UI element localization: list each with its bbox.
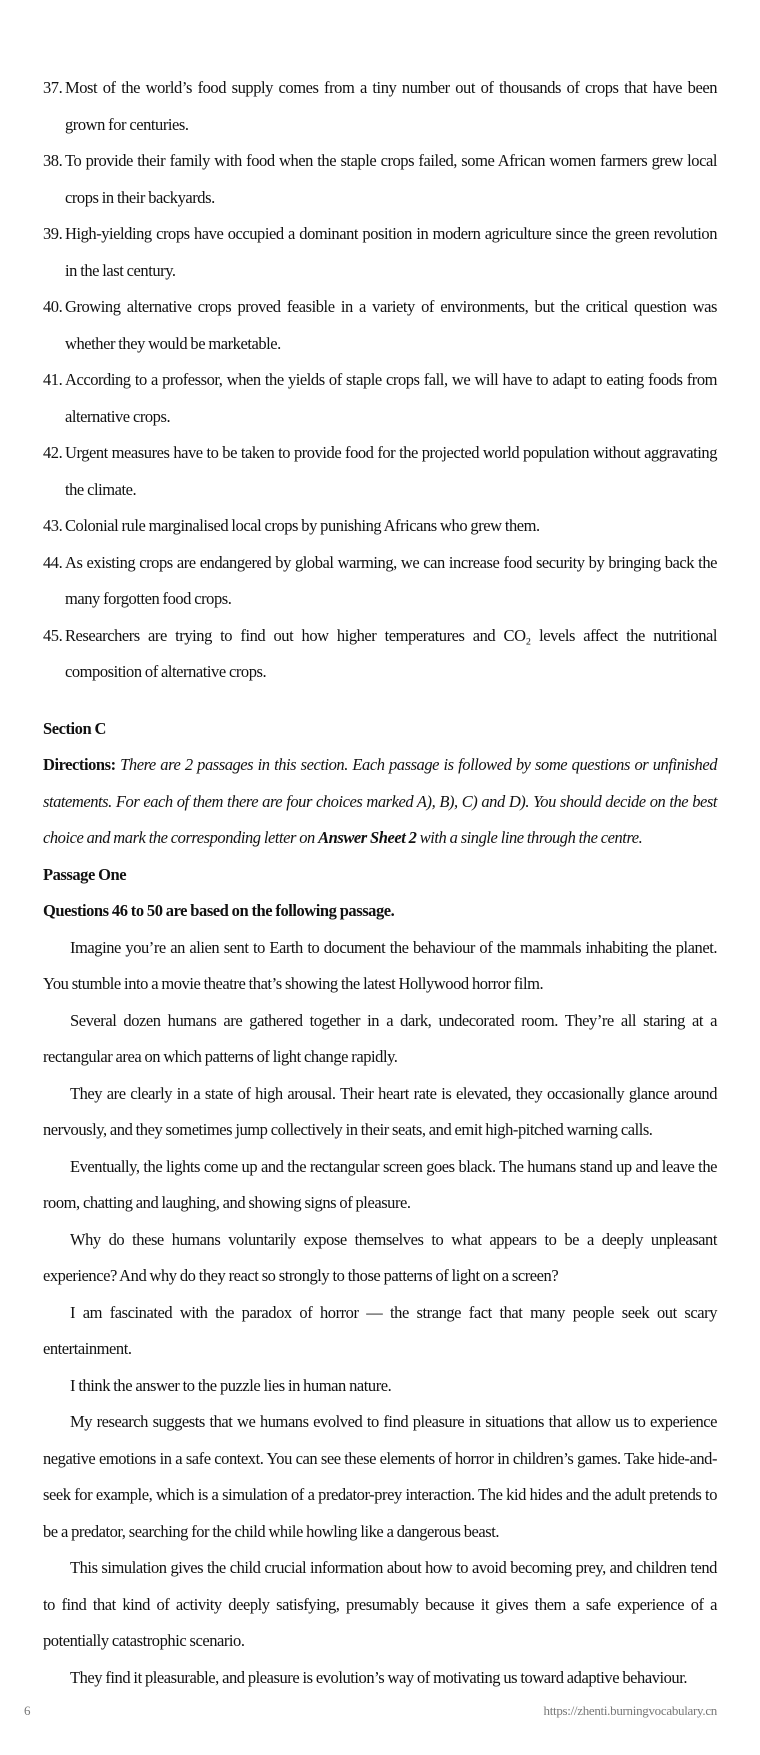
statement-number: 37.	[43, 78, 63, 97]
statement-text: Most of the world’s food supply comes from a tiny number out of thousands of crops that have been grown for centuries.	[65, 78, 717, 134]
directions-text: There are 2 passages in this section. Each passage is followed by some questions or unfinished statements. For each of them there are four choices marked A), B), C) and D). You should decide on the best choice and mark the corresponding letter on	[43, 755, 717, 847]
directions	[43, 747, 717, 857]
answer-sheet-label: Answer Sheet 2	[318, 828, 417, 847]
passage-paragraph: I am fascinated with the paradox of horror — the strange fact that many people seek out scary entertainment.	[43, 1302, 717, 1358]
statement-number: 43.	[43, 516, 63, 535]
directions-label: Directions:	[43, 755, 116, 774]
statement-text: Researchers are trying to find out how higher temperatures and CO₂ levels affect the nutritional composition of alternative crops.	[65, 625, 717, 681]
statement-text: Urgent measures have to be taken to provide food for the projected world population without aggravating the climate.	[65, 443, 717, 499]
statement-item	[43, 435, 717, 508]
statement-number: 40.	[43, 297, 63, 316]
page-number: 6	[24, 1703, 31, 1718]
statement-item	[43, 70, 717, 143]
statement-item	[43, 362, 717, 435]
page-content	[43, 70, 717, 1696]
passage-paragraph: Why do these humans voluntarily expose themselves to what appears to be a deeply unpleasant experience? And why do they react so strongly to those patterns of light on a screen?	[43, 1229, 717, 1285]
statement-text: Growing alternative crops proved feasible in a variety of environments, but the critical question was whether they would be marketable.	[65, 297, 717, 353]
statement-number: 44.	[43, 552, 63, 572]
passage-paragraph: My research suggests that we humans evolved to find pleasure in situations that allow us to experience negative emotions in a safe context. You can see these elements of horror in children’s games. Take hide-and-seek for example, which is a simulation of a predator-prey interaction. The kid hides and the adult pretends to be a predator, searching for the child while howling like a dangerous beast.	[43, 1412, 717, 1541]
passage-title: Passage One	[43, 864, 127, 884]
statement-item	[43, 545, 717, 618]
statement-item	[43, 618, 717, 691]
statement-text: According to a professor, when the yields of staple crops fall, we will have to adapt to eating foods from alternative crops.	[65, 370, 717, 426]
directions-text-end: with a single line through the centre.	[416, 828, 643, 847]
passage-paragraph: This simulation gives the child crucial information about how to avoid becoming prey, and children tend to find that kind of activity deeply satisfying, presumably because it gives them a safe experience of a potentially catastrophic scenario.	[43, 1558, 717, 1650]
statement-item	[43, 216, 717, 289]
statement-text: To provide their family with food when the staple crops failed, some African women farmers grew local crops in their backyards.	[65, 151, 717, 207]
statement-item	[43, 143, 717, 216]
passage-paragraph: I think the answer to the puzzle lies in human nature.	[70, 1375, 392, 1395]
statement-list	[43, 70, 717, 691]
statement-number: 42.	[43, 443, 63, 462]
statement-number: 39.	[43, 224, 63, 243]
passage-paragraph: Imagine you’re an alien sent to Earth to document the behaviour of the mammals inhabiting the planet. You stumble into a movie theatre that’s showing the latest Hollywood horror film.	[43, 937, 717, 993]
statement-item	[43, 289, 717, 362]
statement-item	[43, 508, 717, 545]
statement-number: 45.	[43, 625, 63, 645]
statement-text: As existing crops are endangered by global warming, we can increase food security by bringing back the many forgotten food crops.	[65, 552, 717, 608]
passage-paragraph: Several dozen humans are gathered together in a dark, undecorated room. They’re all staring at a rectangular area on which patterns of light change rapidly.	[43, 1010, 717, 1066]
statement-number: 41.	[43, 370, 63, 389]
passage-paragraph: Eventually, the lights come up and the rectangular screen goes black. The humans stand up and leave the room, chatting and laughing, and showing signs of pleasure.	[43, 1156, 717, 1212]
section-title: Section C	[43, 718, 106, 738]
footer-url: https://zhenti.burningvocabulary.cn	[543, 1703, 717, 1718]
questions-heading: Questions 46 to 50 are based on the following passage.	[43, 901, 395, 920]
passage-paragraph: They are clearly in a state of high arousal. Their heart rate is elevated, they occasionally glance around nervously, and they sometimes jump collectively in their seats, and emit high-pitched warning calls.	[43, 1083, 717, 1139]
statement-text: Colonial rule marginalised local crops by punishing Africans who grew them.	[65, 516, 540, 535]
passage-paragraph: They find it pleasurable, and pleasure is evolution’s way of motivating us toward adaptive behaviour.	[70, 1667, 688, 1687]
statement-text: High-yielding crops have occupied a dominant position in modern agriculture since the green revolution in the last century.	[65, 224, 717, 280]
passage-body	[43, 930, 717, 1697]
statement-number: 38.	[43, 151, 63, 170]
